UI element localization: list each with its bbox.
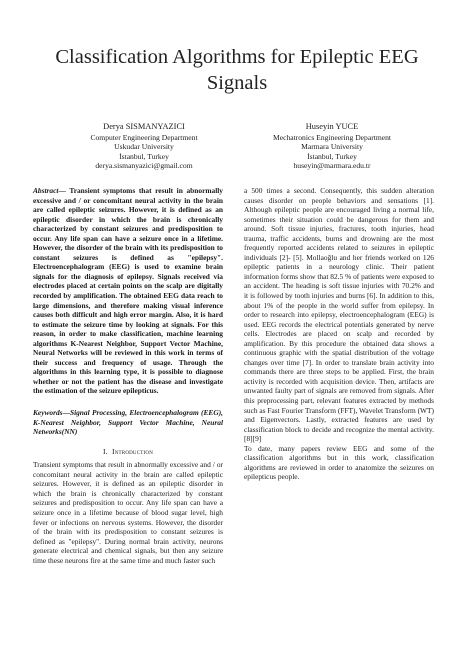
author-block-1	[56, 122, 232, 171]
introduction-paragraph: Transient symptoms that result in abnormally excessive and / or concomitant neural activity in the brain are called epileptic seizures. However, it is defined as an epileptic disorder in which the brain is chronically characterized by constant seizures and predisposition to occur. Any life span can have a seizure once in a lifetime because of blood sugar level, high fever or infections on nervous systems. However, the disorder of the brain with its predisposition to constant seizures is defined as "epilepsy". During normal brain activity, neurons generate electrical and chemical signals, but then any seizure time these neurons fire at the same time and much faster such	[33, 460, 223, 565]
author-university: Marmara University	[301, 142, 363, 152]
author-email: derya.sismanyazici@gmail.com	[95, 161, 193, 171]
section-heading	[33, 447, 223, 457]
author-block-2	[244, 122, 420, 171]
keywords: Keywords—Signal Processing, Electroencephalogram (EEG), K-Nearest Neighbor, Support Vector Machine, Neural Networks(NN)	[33, 408, 223, 437]
author-city: İstanbul, Turkey	[307, 151, 357, 161]
left-column	[33, 186, 223, 565]
body-paragraph: a 500 times a second. Consequently, this sudden alteration causes disorder on people behaviors and sensations [1]. Although epileptic people are encouraged living a normal life, sometimes their situation could be dangerous for them and around. Soft tissue injuries, fractures, tooth injuries, head trauma, traffic accidents, burns and drowning are the most frequently reported accidents related to seizures in epileptic individuals [2]- [5]. Mollaoğlu and her friends worked on 126 epileptic patients in a neurology clinic. Their patient information forms show that 82.5 % of patients were exposed to an accident. The heading is soft tissue injuries with 70.2% and it is followed by tooth injuries and burns [6]. In addition to this, about 1% of the people in the world suffer from epilepsy. In order to research into epilepsy, electroencephalogram (EEG) is used. EEG records the electrical potentials generated by nerve cells. Electrodes are placed on scalp and recorded by amplification. By this procedure the obtained data shows a continuous graphic with the spatial distribution of the voltage changes over time [7]. In order to translate brain activity into commands there are three steps to be applied. First, the brain activity is recorded with acquisition device. Then, artifacts are unwanted faulty part of signals are removed from signals. After this preprocessing part, relevant features extracted by methods such as Fast Fourier Transform (FFT), Wavelet Transform (WT) and Eigenvectors. Lastly, extracted features are used by classification block to decide and recognize the mental activity. [8][9]	[244, 186, 434, 444]
author-name: Huseyin YUCE	[305, 122, 359, 131]
author-email: huseyin@marmara.edu.tr	[293, 161, 371, 171]
section-title: Introduction	[111, 446, 154, 456]
right-column	[244, 186, 434, 482]
abstract	[33, 186, 223, 396]
author-department: Computer Engineering Department	[90, 132, 198, 142]
author-university: Uskudar University	[114, 142, 174, 152]
abstract-text: Transient symptoms that result in abnormally excessive and / or concomitant neural activity in the brain are called epileptic seizures. However, it is defined as an epileptic disorder in which the brain is chronically characterized by constant seizures and predisposition to occur. Any life span can have a seizure once in a lifetime. However, the disorder of the brain with its predisposition to constant seizures is defined as "epilepsy". Electroencephalogram (EEG) is used to examine brain signals for the diagnosis of epilepsy. Signals received via electrodes placed at certain points on the scalp are digitally recorded by amplification. The obtained EEG data reach to large dimensions, and therefore making visual inference causes both difficult and high error margin. Also, it is hard to estimate the seizure time by looking at signals. For this reason, in order to make classification, machine learning algorithms K-Nearest Neighbor, Support Vector Machine, Neural Networks will be reviewed in this work in terms of their success and frequency of usage. Through the algorithms in this learning type, it is possible to diagnose whether or not the patient has the disease and investigate the estimation of the seizure epilepticus.	[33, 186, 223, 396]
author-city: İstanbul, Turkey	[119, 151, 169, 161]
author-department: Mechatronics Engineering Department	[272, 132, 392, 142]
section-number: I.	[102, 446, 108, 456]
paper-title: Classification Algorithms for Epileptic EEG Signals	[55, 46, 419, 94]
abstract-lead: Abstract—	[33, 186, 66, 195]
body-paragraph: To date, many papers review EEG and some of the classification algorithms but in this work, classification algorithms are reviewed in order to anatomize the seizures on epilepticus people.	[244, 443, 434, 482]
author-name: Derya SISMANYAZICI	[103, 122, 185, 131]
